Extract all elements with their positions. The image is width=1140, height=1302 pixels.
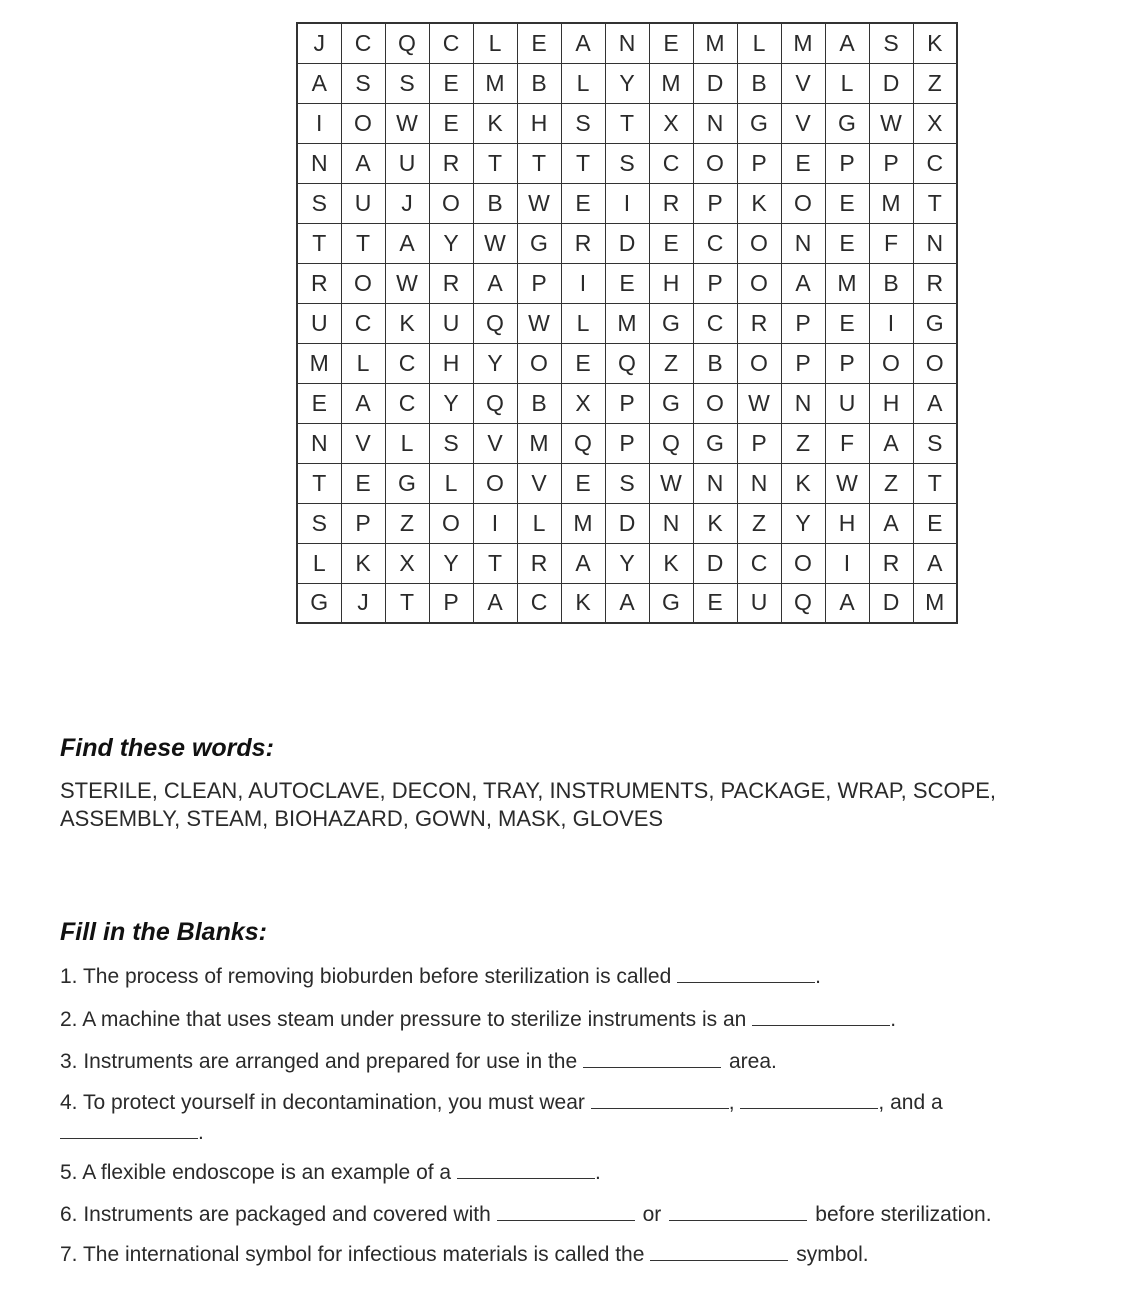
grid-cell[interactable]: E	[429, 103, 473, 143]
grid-cell[interactable]: V	[781, 103, 825, 143]
grid-cell[interactable]: N	[693, 103, 737, 143]
grid-cell[interactable]: I	[869, 303, 913, 343]
question-2-end: .	[890, 1008, 897, 1031]
grid-cell[interactable]: O	[737, 223, 781, 263]
grid-cell[interactable]: O	[869, 343, 913, 383]
answer-blank[interactable]	[457, 1158, 595, 1179]
grid-cell[interactable]: W	[737, 383, 781, 423]
grid-cell[interactable]: M	[781, 23, 825, 63]
grid-cell[interactable]: L	[385, 423, 429, 463]
grid-cell[interactable]: T	[561, 143, 605, 183]
question-4-continued	[60, 1118, 204, 1145]
grid-cell[interactable]: Q	[781, 583, 825, 623]
grid-cell[interactable]: Q	[473, 303, 517, 343]
question-4-sep: ,	[728, 1091, 735, 1114]
grid-row	[297, 23, 957, 63]
grid-cell[interactable]: E	[649, 223, 693, 263]
grid-cell[interactable]: O	[693, 143, 737, 183]
grid-cell[interactable]: C	[693, 303, 737, 343]
grid-cell[interactable]: N	[913, 223, 957, 263]
grid-cell[interactable]: S	[429, 423, 473, 463]
question-5-end: .	[594, 1161, 601, 1184]
grid-cell[interactable]: O	[517, 343, 561, 383]
grid-cell[interactable]: Q	[649, 423, 693, 463]
find-words-heading: Find these words:	[60, 734, 274, 762]
grid-cell[interactable]: P	[825, 343, 869, 383]
grid-cell[interactable]: U	[737, 583, 781, 623]
grid-cell[interactable]: O	[341, 103, 385, 143]
grid-row	[297, 303, 957, 343]
question-1	[60, 962, 821, 989]
grid-cell[interactable]: A	[869, 503, 913, 543]
grid-cell[interactable]: A	[561, 543, 605, 583]
grid-cell[interactable]: K	[561, 583, 605, 623]
grid-row	[297, 463, 957, 503]
grid-cell[interactable]: P	[781, 343, 825, 383]
grid-cell[interactable]: B	[737, 63, 781, 103]
grid-cell[interactable]: K	[913, 23, 957, 63]
question-7-text: 7. The international symbol for infectious materials is called the	[60, 1243, 645, 1266]
grid-cell[interactable]: T	[341, 223, 385, 263]
answer-blank[interactable]	[752, 1005, 890, 1026]
grid-cell[interactable]: E	[605, 263, 649, 303]
grid-cell[interactable]: D	[605, 223, 649, 263]
grid-cell[interactable]: T	[473, 143, 517, 183]
grid-cell[interactable]: K	[385, 303, 429, 343]
grid-row	[297, 503, 957, 543]
grid-cell[interactable]: K	[781, 463, 825, 503]
grid-cell[interactable]: G	[825, 103, 869, 143]
grid-cell[interactable]: X	[913, 103, 957, 143]
word-search-grid	[296, 22, 958, 624]
grid-cell[interactable]: S	[297, 503, 341, 543]
grid-cell[interactable]: C	[385, 343, 429, 383]
grid-row	[297, 223, 957, 263]
grid-cell[interactable]: V	[517, 463, 561, 503]
grid-cell[interactable]: W	[385, 103, 429, 143]
grid-cell[interactable]: I	[825, 543, 869, 583]
grid-cell[interactable]: M	[561, 503, 605, 543]
grid-cell[interactable]: C	[341, 303, 385, 343]
grid-cell[interactable]: M	[825, 263, 869, 303]
grid-cell[interactable]: O	[781, 183, 825, 223]
word-list-line-1: STERILE, CLEAN, AUTOCLAVE, DECON, TRAY, INSTRUMENTS, PACKAGE, WRAP, SCOPE,	[60, 778, 997, 803]
grid-cell[interactable]: E	[561, 463, 605, 503]
question-2-text: 2. A machine that uses steam under pressure to sterilize instruments is an	[60, 1008, 747, 1031]
grid-cell[interactable]: R	[869, 543, 913, 583]
grid-cell[interactable]: A	[825, 23, 869, 63]
grid-cell[interactable]: V	[473, 423, 517, 463]
grid-cell[interactable]: U	[825, 383, 869, 423]
grid-cell[interactable]: N	[297, 423, 341, 463]
grid-cell[interactable]: U	[297, 303, 341, 343]
answer-blank[interactable]	[677, 962, 815, 983]
grid-cell[interactable]: C	[693, 223, 737, 263]
grid-cell[interactable]: S	[605, 463, 649, 503]
grid-cell[interactable]: N	[737, 463, 781, 503]
grid-cell[interactable]: C	[517, 583, 561, 623]
question-6-text: 6. Instruments are packaged and covered with	[60, 1203, 491, 1226]
grid-cell[interactable]: S	[869, 23, 913, 63]
grid-cell[interactable]: I	[297, 103, 341, 143]
grid-cell[interactable]: M	[297, 343, 341, 383]
grid-cell[interactable]: U	[341, 183, 385, 223]
grid-cell[interactable]: M	[869, 183, 913, 223]
grid-cell[interactable]: E	[517, 23, 561, 63]
grid-cell[interactable]: M	[913, 583, 957, 623]
grid-cell[interactable]: E	[913, 503, 957, 543]
grid-cell[interactable]: S	[605, 143, 649, 183]
grid-cell[interactable]: T	[913, 183, 957, 223]
question-6-middle: or	[642, 1203, 662, 1226]
grid-cell[interactable]: U	[385, 143, 429, 183]
grid-cell[interactable]: L	[429, 463, 473, 503]
grid-cell[interactable]: P	[517, 263, 561, 303]
grid-row	[297, 63, 957, 103]
grid-row	[297, 263, 957, 303]
grid-cell[interactable]: G	[649, 303, 693, 343]
grid-cell[interactable]: L	[561, 303, 605, 343]
grid-cell[interactable]: T	[605, 103, 649, 143]
grid-cell[interactable]: A	[561, 23, 605, 63]
grid-cell[interactable]: E	[649, 23, 693, 63]
grid-cell[interactable]: M	[649, 63, 693, 103]
grid-row	[297, 543, 957, 583]
grid-cell[interactable]: Z	[649, 343, 693, 383]
grid-cell[interactable]: W	[825, 463, 869, 503]
question-7	[60, 1240, 869, 1267]
question-7-after: symbol.	[796, 1243, 869, 1266]
grid-cell[interactable]: I	[561, 263, 605, 303]
grid-cell[interactable]: Y	[605, 63, 649, 103]
grid-cell[interactable]: C	[737, 543, 781, 583]
question-3	[60, 1047, 777, 1074]
grid-cell[interactable]: J	[297, 23, 341, 63]
grid-cell[interactable]: O	[473, 463, 517, 503]
grid-cell[interactable]: G	[649, 383, 693, 423]
grid-cell[interactable]: W	[385, 263, 429, 303]
question-1-end: .	[815, 965, 821, 988]
grid-cell[interactable]: W	[869, 103, 913, 143]
grid-cell[interactable]: P	[693, 263, 737, 303]
grid-cell[interactable]: P	[341, 503, 385, 543]
grid-cell[interactable]: B	[693, 343, 737, 383]
question-4-end: .	[198, 1121, 204, 1144]
grid-cell[interactable]: M	[517, 423, 561, 463]
grid-cell[interactable]: P	[781, 303, 825, 343]
grid-row	[297, 143, 957, 183]
grid-cell[interactable]: N	[693, 463, 737, 503]
grid-cell[interactable]: S	[561, 103, 605, 143]
grid-cell[interactable]: Y	[781, 503, 825, 543]
question-6-after: before sterilization.	[815, 1203, 992, 1226]
grid-cell[interactable]: R	[429, 263, 473, 303]
grid-cell[interactable]: C	[649, 143, 693, 183]
question-4-text: 4. To protect yourself in decontamination, you must wear	[60, 1091, 585, 1114]
grid-cell[interactable]: L	[561, 63, 605, 103]
grid-cell[interactable]: T	[297, 463, 341, 503]
grid-cell[interactable]: E	[341, 463, 385, 503]
answer-blank[interactable]	[497, 1200, 635, 1221]
grid-cell[interactable]: D	[605, 503, 649, 543]
grid-cell[interactable]: Y	[429, 543, 473, 583]
grid-cell[interactable]: L	[297, 543, 341, 583]
grid-cell[interactable]: Z	[869, 463, 913, 503]
grid-cell[interactable]: J	[385, 183, 429, 223]
grid-cell[interactable]: E	[825, 223, 869, 263]
grid-cell[interactable]: A	[825, 583, 869, 623]
grid-cell[interactable]: R	[297, 263, 341, 303]
grid-cell[interactable]: P	[737, 143, 781, 183]
grid-cell[interactable]: A	[297, 63, 341, 103]
question-6	[60, 1200, 992, 1227]
grid-cell[interactable]: K	[649, 543, 693, 583]
grid-cell[interactable]: L	[473, 23, 517, 63]
grid-cell[interactable]: R	[561, 223, 605, 263]
grid-cell[interactable]: E	[781, 143, 825, 183]
grid-cell[interactable]: B	[517, 383, 561, 423]
grid-cell[interactable]: A	[781, 263, 825, 303]
word-search-grid-body	[297, 23, 957, 623]
grid-cell[interactable]: G	[649, 583, 693, 623]
question-2	[60, 1005, 896, 1032]
grid-cell[interactable]: W	[473, 223, 517, 263]
grid-cell[interactable]: P	[737, 423, 781, 463]
grid-cell[interactable]: W	[517, 183, 561, 223]
grid-row	[297, 183, 957, 223]
question-3-text: 3. Instruments are arranged and prepared for use in the	[60, 1050, 578, 1073]
grid-cell[interactable]: R	[517, 543, 561, 583]
grid-cell[interactable]: Z	[781, 423, 825, 463]
grid-cell[interactable]: D	[693, 63, 737, 103]
grid-cell[interactable]: T	[297, 223, 341, 263]
grid-cell[interactable]: S	[385, 63, 429, 103]
grid-cell[interactable]: L	[825, 63, 869, 103]
question-4	[60, 1088, 943, 1115]
grid-cell[interactable]: T	[473, 543, 517, 583]
grid-cell[interactable]: P	[869, 143, 913, 183]
grid-row	[297, 103, 957, 143]
grid-cell[interactable]: A	[913, 543, 957, 583]
grid-cell[interactable]: Z	[737, 503, 781, 543]
grid-cell[interactable]: Y	[473, 343, 517, 383]
grid-cell[interactable]: R	[649, 183, 693, 223]
grid-cell[interactable]: W	[649, 463, 693, 503]
grid-cell[interactable]: N	[649, 503, 693, 543]
grid-cell[interactable]: R	[913, 263, 957, 303]
grid-cell[interactable]: B	[473, 183, 517, 223]
grid-cell[interactable]: G	[913, 303, 957, 343]
question-1-text: 1. The process of removing bioburden before sterilization is called	[60, 965, 672, 988]
grid-cell[interactable]: D	[869, 63, 913, 103]
grid-cell[interactable]: S	[341, 63, 385, 103]
grid-cell[interactable]: G	[385, 463, 429, 503]
grid-cell[interactable]: O	[737, 343, 781, 383]
grid-cell[interactable]: F	[825, 423, 869, 463]
grid-cell[interactable]: A	[473, 263, 517, 303]
grid-cell[interactable]: E	[561, 343, 605, 383]
grid-cell[interactable]: L	[517, 503, 561, 543]
grid-cell[interactable]: M	[693, 23, 737, 63]
grid-cell[interactable]: E	[561, 183, 605, 223]
grid-cell[interactable]: A	[341, 143, 385, 183]
grid-cell[interactable]: I	[473, 503, 517, 543]
grid-cell[interactable]: G	[737, 103, 781, 143]
grid-cell[interactable]: O	[429, 183, 473, 223]
grid-cell[interactable]: K	[473, 103, 517, 143]
grid-cell[interactable]: H	[869, 383, 913, 423]
grid-cell[interactable]: A	[385, 223, 429, 263]
answer-blank[interactable]	[591, 1088, 729, 1109]
grid-cell[interactable]: T	[385, 583, 429, 623]
question-5	[60, 1158, 601, 1185]
grid-cell[interactable]: E	[693, 583, 737, 623]
grid-cell[interactable]: S	[913, 423, 957, 463]
grid-cell[interactable]: Y	[429, 383, 473, 423]
grid-cell[interactable]: N	[297, 143, 341, 183]
grid-cell[interactable]: J	[341, 583, 385, 623]
grid-row	[297, 383, 957, 423]
grid-cell[interactable]: O	[429, 503, 473, 543]
grid-cell[interactable]: C	[429, 23, 473, 63]
grid-cell[interactable]: A	[605, 583, 649, 623]
answer-blank[interactable]	[669, 1200, 807, 1221]
grid-cell[interactable]: X	[649, 103, 693, 143]
grid-cell[interactable]: X	[385, 543, 429, 583]
grid-cell[interactable]: R	[429, 143, 473, 183]
grid-cell[interactable]: C	[913, 143, 957, 183]
grid-cell[interactable]: Q	[605, 343, 649, 383]
grid-cell[interactable]: O	[737, 263, 781, 303]
grid-cell[interactable]: N	[781, 383, 825, 423]
grid-cell[interactable]: U	[429, 303, 473, 343]
answer-blank[interactable]	[583, 1047, 721, 1068]
grid-cell[interactable]: Y	[429, 223, 473, 263]
grid-cell[interactable]: O	[781, 543, 825, 583]
grid-cell[interactable]: P	[605, 423, 649, 463]
grid-cell[interactable]: F	[869, 223, 913, 263]
grid-cell[interactable]: B	[869, 263, 913, 303]
grid-cell[interactable]: P	[825, 143, 869, 183]
grid-cell[interactable]: K	[341, 543, 385, 583]
grid-cell[interactable]: W	[517, 303, 561, 343]
grid-cell[interactable]: P	[693, 183, 737, 223]
grid-cell[interactable]: P	[429, 583, 473, 623]
grid-row	[297, 343, 957, 383]
grid-cell[interactable]: N	[781, 223, 825, 263]
grid-cell[interactable]: H	[825, 503, 869, 543]
grid-cell[interactable]: G	[297, 583, 341, 623]
grid-cell[interactable]: E	[297, 383, 341, 423]
grid-cell[interactable]: A	[869, 423, 913, 463]
grid-cell[interactable]: I	[605, 183, 649, 223]
grid-cell[interactable]: L	[737, 23, 781, 63]
grid-cell[interactable]: H	[429, 343, 473, 383]
question-4-after: , and a	[878, 1091, 943, 1114]
grid-cell[interactable]: A	[473, 583, 517, 623]
grid-cell[interactable]: O	[913, 343, 957, 383]
grid-cell[interactable]: E	[429, 63, 473, 103]
grid-cell[interactable]: Z	[913, 63, 957, 103]
grid-cell[interactable]: E	[825, 303, 869, 343]
grid-cell[interactable]: T	[517, 143, 561, 183]
grid-cell[interactable]: Q	[385, 23, 429, 63]
answer-blank[interactable]	[650, 1240, 788, 1261]
grid-row	[297, 583, 957, 623]
grid-cell[interactable]: P	[605, 383, 649, 423]
grid-cell[interactable]: A	[341, 383, 385, 423]
grid-cell[interactable]: R	[737, 303, 781, 343]
grid-cell[interactable]: E	[825, 183, 869, 223]
grid-cell[interactable]: D	[869, 583, 913, 623]
question-3-after: area.	[729, 1050, 777, 1073]
grid-cell[interactable]: A	[913, 383, 957, 423]
grid-cell[interactable]: G	[517, 223, 561, 263]
grid-cell[interactable]: K	[693, 503, 737, 543]
grid-cell[interactable]: B	[517, 63, 561, 103]
grid-cell[interactable]: H	[649, 263, 693, 303]
grid-cell[interactable]: K	[737, 183, 781, 223]
grid-cell[interactable]: Q	[473, 383, 517, 423]
grid-cell[interactable]: M	[473, 63, 517, 103]
question-5-text: 5. A flexible endoscope is an example of a	[60, 1161, 452, 1184]
grid-cell[interactable]: G	[693, 423, 737, 463]
grid-cell[interactable]: Y	[605, 543, 649, 583]
grid-cell[interactable]: M	[605, 303, 649, 343]
grid-cell[interactable]: Q	[561, 423, 605, 463]
word-list-line-2: ASSEMBLY, STEAM, BIOHAZARD, GOWN, MASK, GLOVES	[60, 806, 664, 831]
grid-cell[interactable]: C	[385, 383, 429, 423]
grid-cell[interactable]: D	[693, 543, 737, 583]
grid-cell[interactable]: T	[913, 463, 957, 503]
grid-cell[interactable]: S	[297, 183, 341, 223]
grid-cell[interactable]: Z	[385, 503, 429, 543]
grid-cell[interactable]: V	[781, 63, 825, 103]
grid-cell[interactable]: V	[341, 423, 385, 463]
grid-row	[297, 423, 957, 463]
grid-cell[interactable]: N	[605, 23, 649, 63]
answer-blank[interactable]	[60, 1118, 198, 1139]
fill-blanks-heading: Fill in the Blanks:	[60, 918, 267, 946]
grid-cell[interactable]: C	[341, 23, 385, 63]
answer-blank[interactable]	[740, 1088, 878, 1109]
grid-cell[interactable]: H	[517, 103, 561, 143]
grid-cell[interactable]: L	[341, 343, 385, 383]
grid-cell[interactable]: X	[561, 383, 605, 423]
grid-cell[interactable]: O	[693, 383, 737, 423]
grid-cell[interactable]: O	[341, 263, 385, 303]
